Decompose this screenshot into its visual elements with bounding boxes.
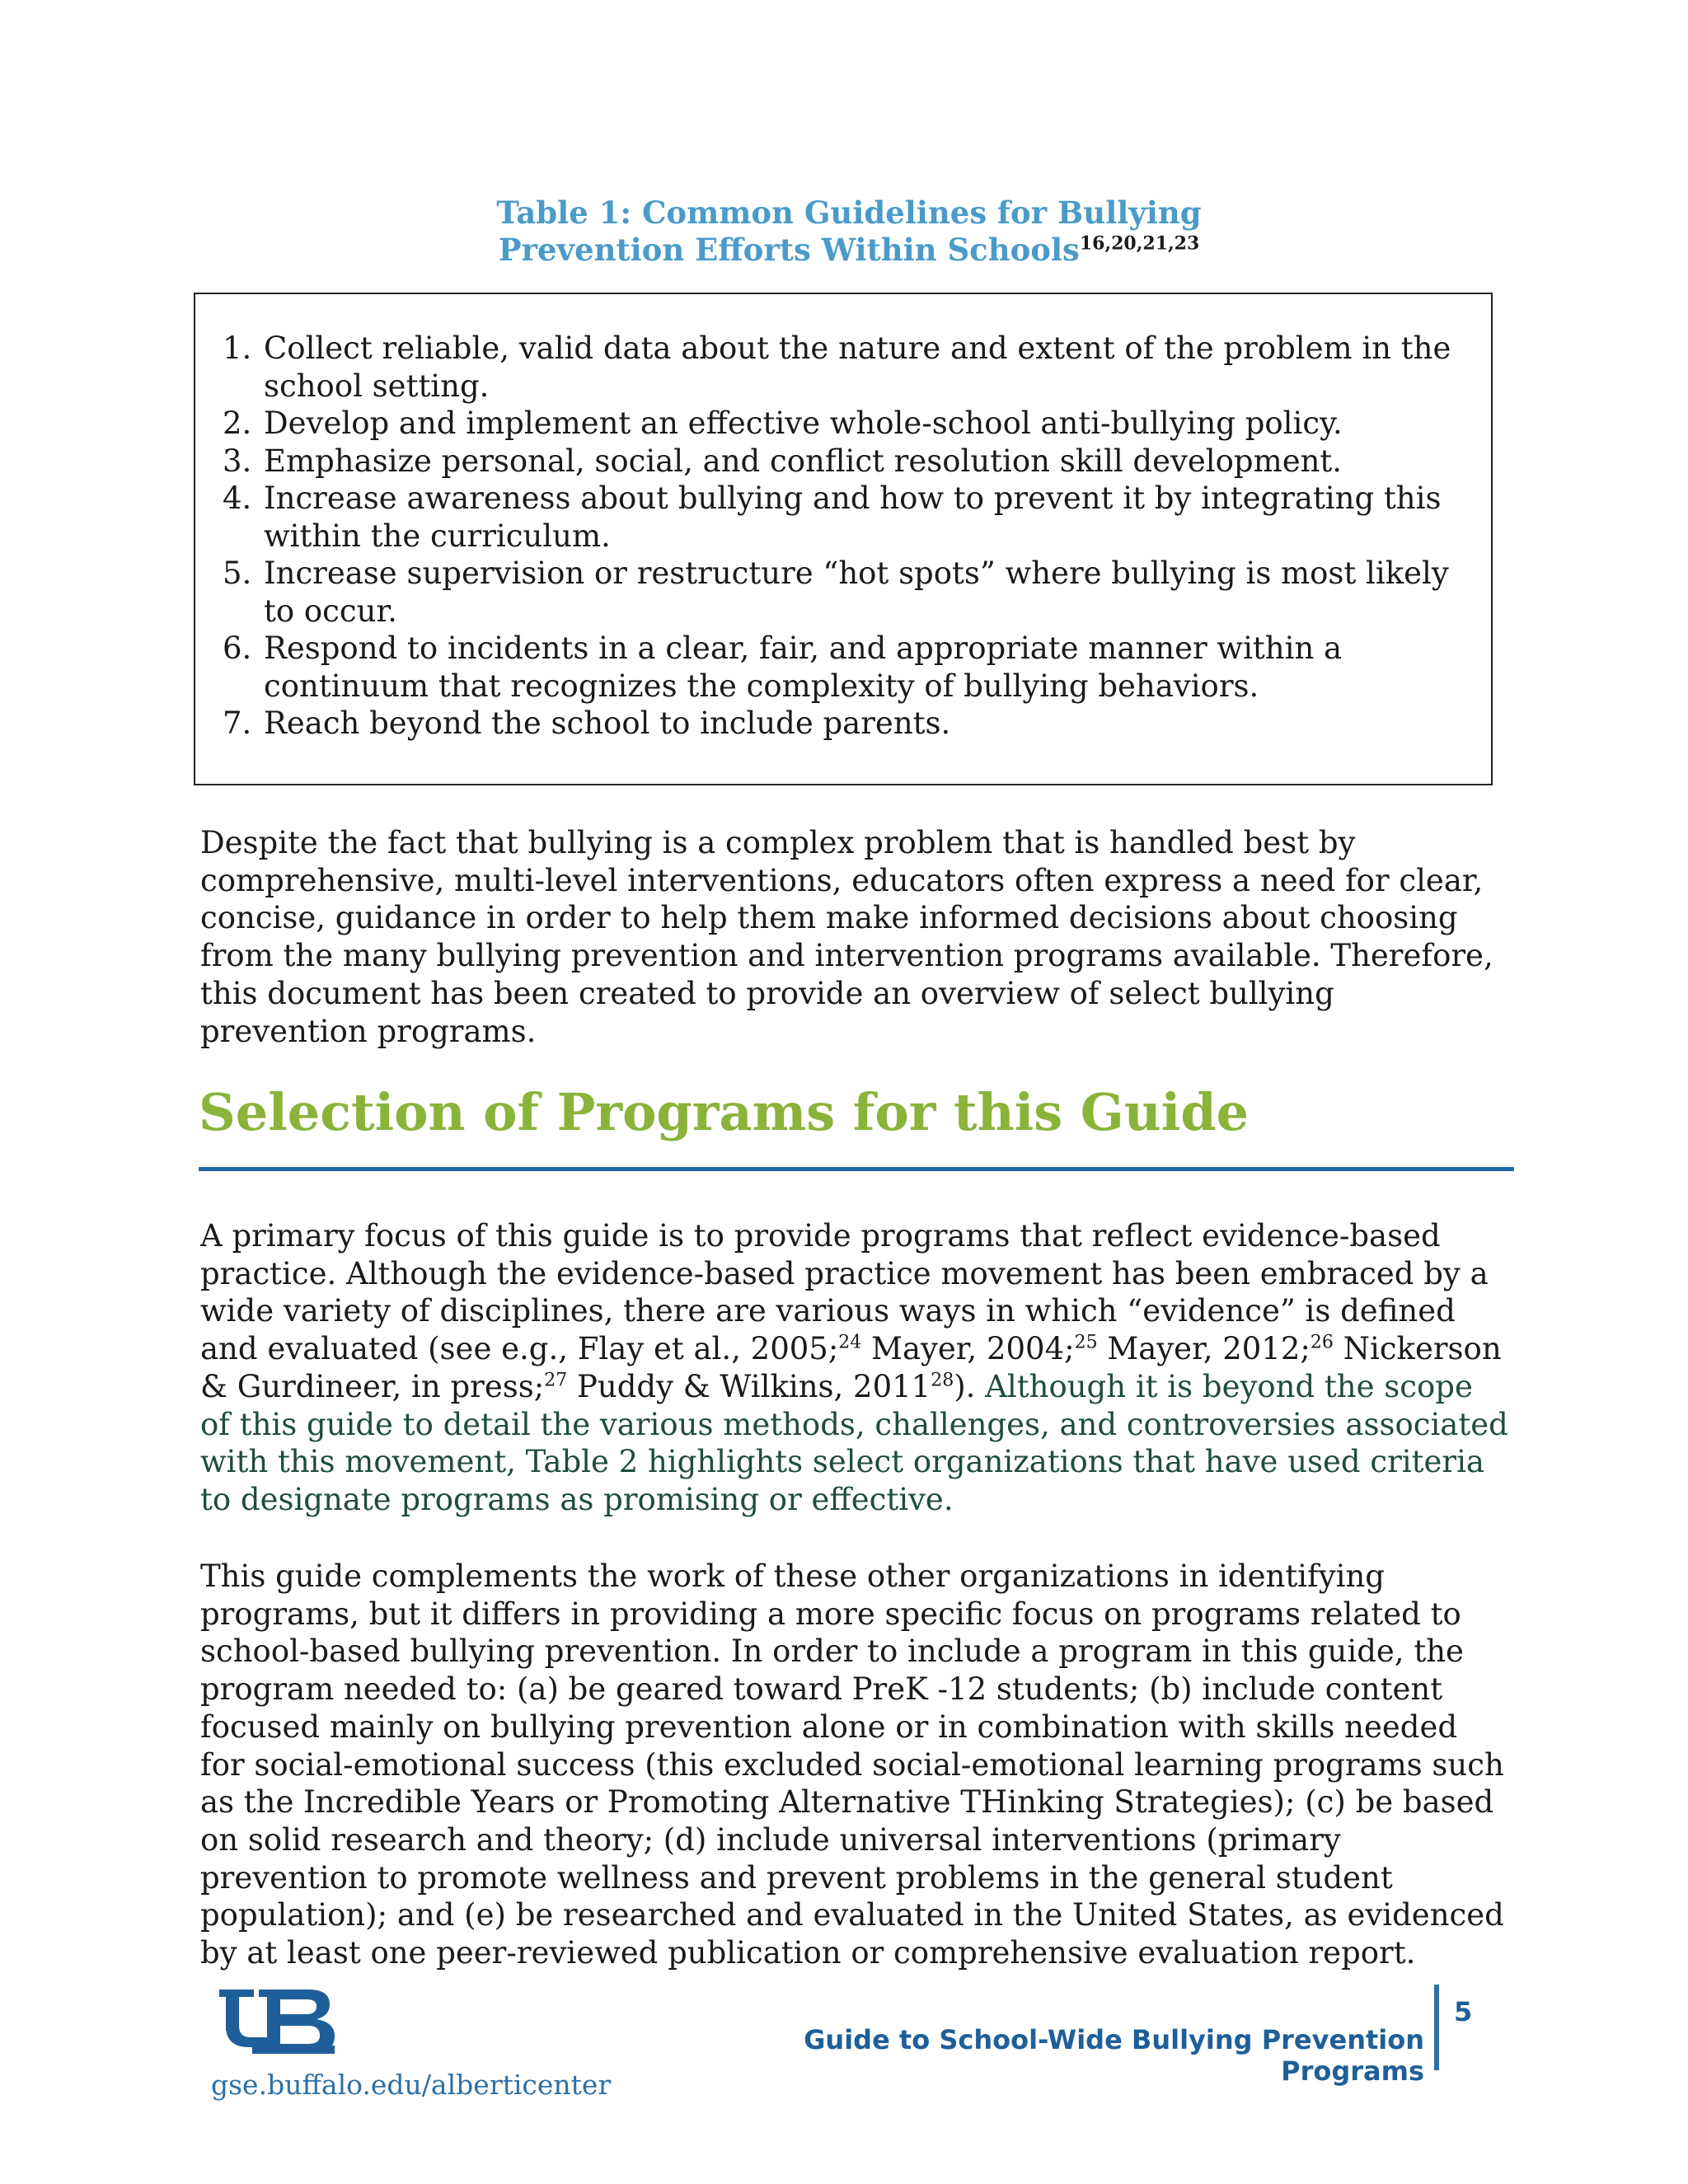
- evidence-paragraph: [200, 1217, 1511, 1519]
- citation-ref: 24: [838, 1332, 862, 1353]
- list-item-number: 4.: [223, 480, 252, 516]
- section-heading: Selection of Programs for this Guide: [199, 1082, 1250, 1142]
- citation-ref: 28: [931, 1370, 954, 1391]
- list-item-number: 1.: [223, 330, 252, 366]
- list-item-text: Increase awareness about bullying and how to prevent it by integrating this within the curriculum.: [264, 480, 1442, 554]
- list-item-text: Collect reliable, valid data about the nature and extent of the problem in the school setting.: [264, 330, 1451, 404]
- table-title-refs: 16,20,21,23: [1079, 232, 1200, 255]
- table-title-line1: Table 1: Common Guidelines for Bullying: [496, 194, 1202, 231]
- evidence-text-highlight: Although it is beyond the scope of this guide to detail the various methods, challenges, and controversies associated with this movement, Table 2 highlights select organizations that have used criteria to designate programs as promising or effective.: [200, 1368, 1508, 1517]
- evidence-text: Nickerson & Gurdineer, in press;: [200, 1331, 1502, 1404]
- heading-divider: [199, 1167, 1514, 1171]
- evidence-text: Mayer, 2004;: [861, 1331, 1075, 1367]
- page-number: 5: [1454, 1996, 1473, 2027]
- footer-url: gse.buffalo.edu/alberticenter: [211, 2069, 612, 2101]
- criteria-paragraph: This guide complements the work of these other organizations in identifying programs, but it differs in providing a more specific focus on programs related to school-based bullying prevention. In order to include a program in this guide, the program needed to: (a) be geared toward PreK -12 students; (b) include content focused mainly on bullying prevention alone or in combination with skills needed for social-emotional success (this excluded social-emotional learning programs such as the Incredible Years or Promoting Alternative THinking Strategies); (c) be based on solid research and theory; (d) include universal interventions (primary prevention to promote wellness and prevent problems in the general student population); and (e) be researched and evaluated in the United States, as evidenced by at least one peer-reviewed publication or comprehensive evaluation report.: [200, 1558, 1504, 1971]
- footer-guide-title: Guide to School-Wide Bullying Prevention Programs: [804, 2024, 1424, 2087]
- list-item: [223, 405, 1475, 443]
- intro-paragraph: Despite the fact that bullying is a complex problem that is handled best by comprehensive, multi-level interventions, educators often express a need for clear, concise, guidance in order to help them make informed decisions about choosing from the many bullying prevention and intervention programs available. Therefore, this document has been created to provide an overview of select bullying prevention programs.: [200, 825, 1493, 1049]
- list-item: [223, 443, 1475, 480]
- table-title-line2: [462, 232, 1236, 269]
- list-item-text: Reach beyond the school to include parents.: [264, 705, 951, 741]
- evidence-text: Puddy & Wilkins, 2011: [567, 1368, 931, 1404]
- list-item: [223, 330, 1475, 405]
- list-item-text: Emphasize personal, social, and conflict resolution skill development.: [264, 443, 1343, 479]
- guidelines-list: [223, 330, 1475, 743]
- list-item-text: Increase supervision or restructure “hot spots” where bullying is most likely to occur.: [264, 555, 1449, 629]
- table-title: [462, 194, 1236, 269]
- list-item-text: Develop and implement an effective whole-school anti-bullying policy.: [264, 405, 1343, 441]
- list-item-number: 3.: [223, 443, 252, 479]
- list-item: [223, 555, 1475, 630]
- list-item: [223, 630, 1475, 705]
- citation-ref: 25: [1074, 1332, 1098, 1353]
- list-item: [223, 705, 1475, 743]
- footer-divider: [1434, 1985, 1439, 2070]
- evidence-text: A primary focus of this guide is to provide programs that reflect evidence-based practice. Although the evidence-based practice movement has been embraced by a wide variety of disciplines, there are various ways in which “evidence” is defined and evaluated (see e.g., Flay et al., 2005;: [200, 1218, 1489, 1367]
- ub-logo: [219, 1990, 340, 2054]
- table-title-text: Prevention Efforts Within Schools: [498, 232, 1080, 268]
- evidence-text: ).: [954, 1368, 986, 1404]
- list-item-text: Respond to incidents in a clear, fair, and appropriate manner within a continuum that recognizes the complexity of bullying behaviors.: [264, 630, 1343, 704]
- list-item: [223, 480, 1475, 555]
- list-item-number: 2.: [223, 405, 252, 441]
- evidence-text: Mayer, 2012;: [1097, 1331, 1311, 1367]
- citation-ref: 26: [1310, 1332, 1334, 1353]
- list-item-number: 7.: [223, 705, 252, 741]
- citation-ref: 27: [544, 1370, 568, 1391]
- list-item-number: 6.: [223, 630, 252, 666]
- list-item-number: 5.: [223, 555, 252, 591]
